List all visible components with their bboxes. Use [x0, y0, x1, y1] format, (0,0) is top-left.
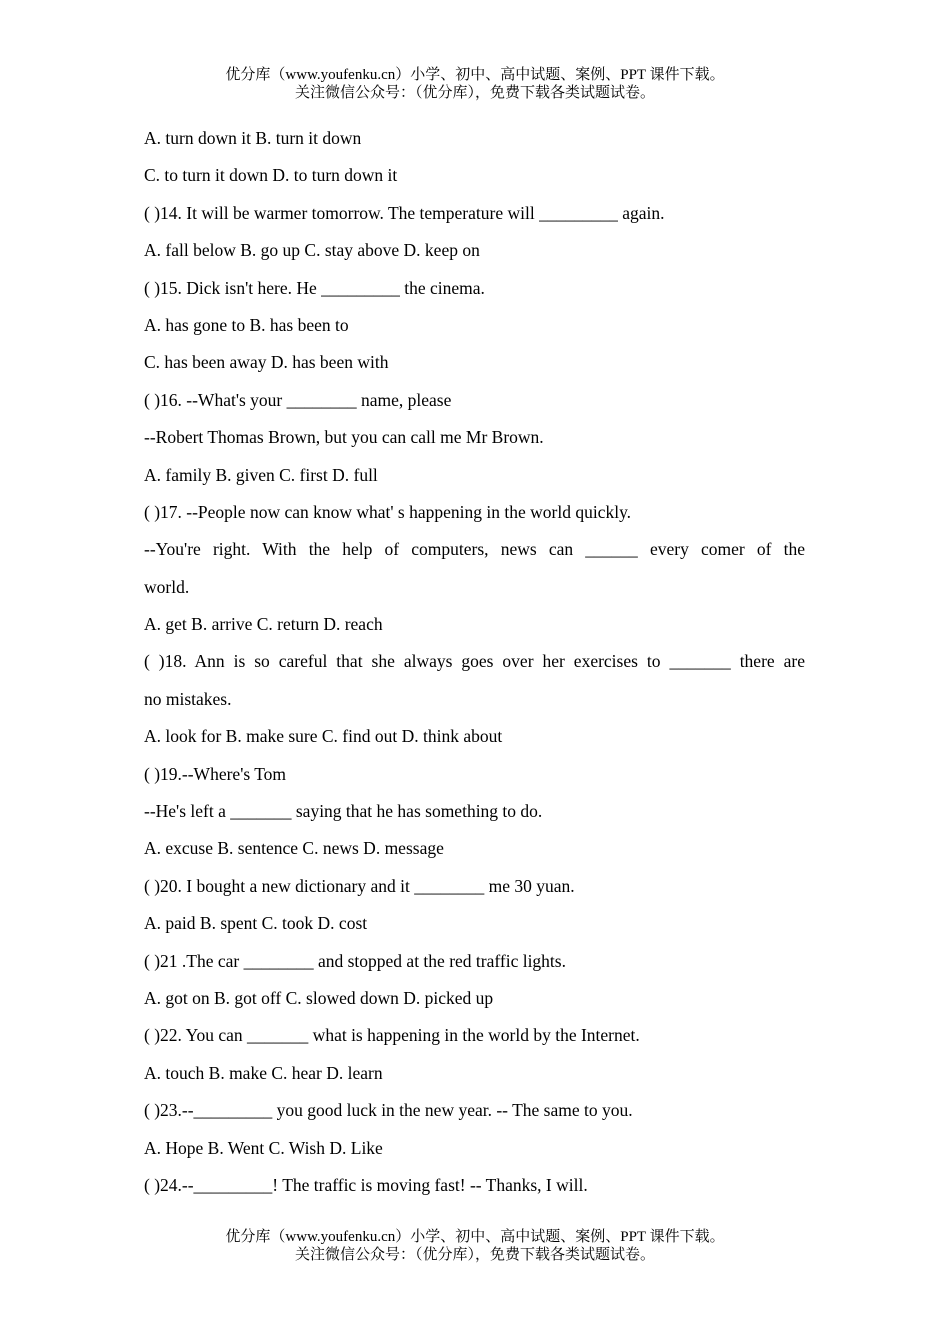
text-line: C. to turn it down D. to turn down it [144, 165, 398, 186]
text-line: A. turn down it B. turn it down [144, 128, 362, 148]
question-17-reply-cont: world. [144, 576, 190, 597]
header-line-2: 关注微信公众号：（优分库），免费下载各类试题试卷。 [294, 85, 655, 101]
options-14: A. fall below B. go up C. stay above D. keep on [144, 240, 480, 261]
question-19-reply: --He's left a _______ saying that he has something to do. [144, 801, 543, 822]
options-23: A. Hope B. Went C. Wish D. Like [144, 1137, 383, 1158]
page-header [0, 66, 950, 102]
options-15-b: C. has been away D. has been with [144, 352, 389, 373]
question-19: ( )19.--Where's Tom [144, 763, 287, 784]
question-14: ( )14. It will be warmer tomorrow. The temperature will _________ again. [144, 202, 665, 223]
options-19: A. excuse B. sentence C. news D. message [144, 838, 444, 859]
question-15: ( )15. Dick isn't here. He _________ the cinema. [144, 277, 485, 298]
header-line-1: 优分库（www.youfenku.cn）小学、初中、高中试题、案例、PPT 课件下载。 [225, 67, 725, 83]
question-16: ( )16. --What's your ________ name, please [144, 389, 452, 410]
question-24: ( )24.--_________! The traffic is moving fast! -- Thanks, I will. [144, 1174, 588, 1195]
question-17: ( )17. --People now can know what' s happening in the world quickly. [144, 501, 632, 522]
document-body [144, 120, 805, 1204]
options-22: A. touch B. make C. hear D. learn [144, 1062, 383, 1083]
question-17-reply: --You're right. With the help of computers, news can ______ every comer of the [144, 539, 805, 560]
question-23: ( )23.--_________ you good luck in the new year. -- The same to you. [144, 1100, 633, 1121]
options-20: A. paid B. spent C. took D. cost [144, 913, 368, 934]
question-16-reply: --Robert Thomas Brown, but you can call me Mr Brown. [144, 427, 544, 448]
footer-line-1: 优分库（www.youfenku.cn）小学、初中、高中试题、案例、PPT 课件下载。 [225, 1229, 725, 1245]
options-18: A. look for B. make sure C. find out D. think about [144, 726, 503, 747]
question-20: ( )20. I bought a new dictionary and it ________ me 30 yuan. [144, 875, 575, 896]
question-18: ( )18. Ann is so careful that she always goes over her exercises to _______ there are [144, 651, 805, 672]
options-17: A. get B. arrive C. return D. reach [144, 614, 383, 635]
options-16: A. family B. given C. first D. full [144, 464, 378, 485]
question-21: ( )21 .The car ________ and stopped at the red traffic lights. [144, 950, 566, 971]
options-21: A. got on B. got off C. slowed down D. picked up [144, 987, 494, 1008]
question-22: ( )22. You can _______ what is happening in the world by the Internet. [144, 1025, 640, 1046]
footer-line-2: 关注微信公众号：（优分库），免费下载各类试题试卷。 [294, 1247, 655, 1263]
question-18-cont: no mistakes. [144, 688, 232, 709]
page-footer [0, 1228, 950, 1264]
options-15-a: A. has gone to B. has been to [144, 314, 349, 335]
